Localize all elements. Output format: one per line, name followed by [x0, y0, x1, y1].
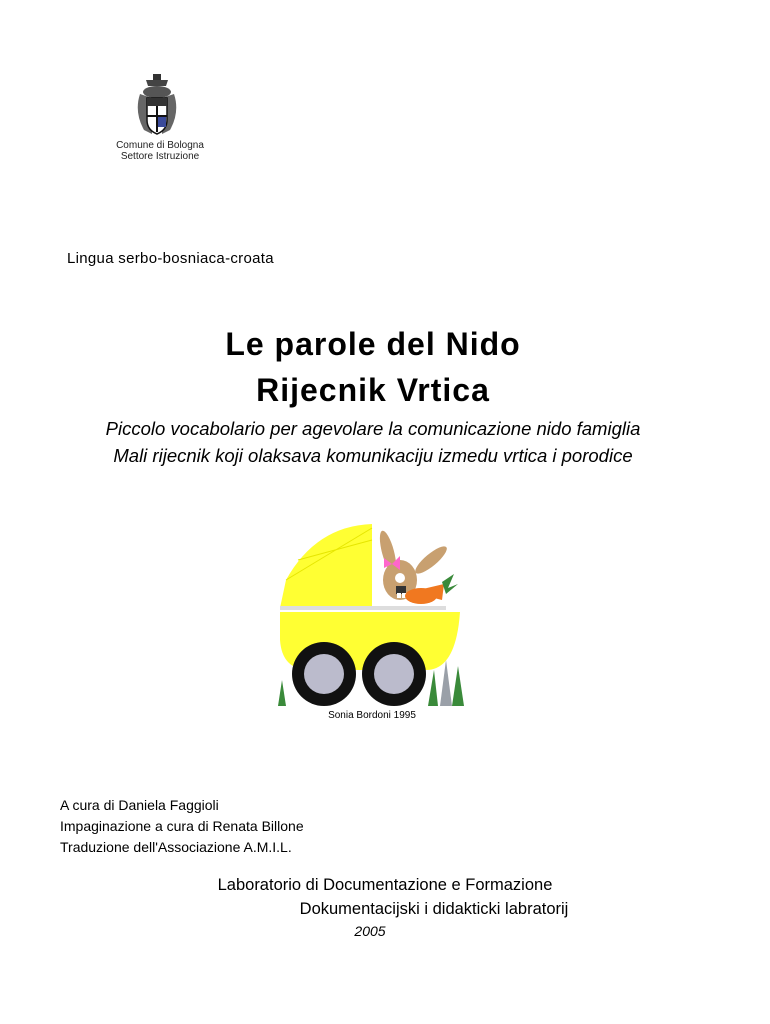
subtitle-serbian: Mali rijecnik koji olaksava komunikaciju izmedu vrtica i porodice [113, 445, 633, 466]
credit-line: Impaginazione a cura di Renata Billone [60, 818, 304, 834]
credits-block [60, 795, 304, 858]
logo-caption [90, 140, 230, 162]
laboratory-serbian: Dokumentacijski i didakticki labratorij [299, 900, 569, 918]
laboratory-serbian-wrapper [0, 900, 694, 919]
logo-line-1: Comune di Bologna [116, 140, 204, 151]
credit-line: A cura di Daniela Faggioli [60, 797, 219, 813]
subtitle-italian: Piccolo vocabolario per agevolare la comunicazione nido famiglia [105, 418, 641, 439]
credit-line: Traduzione dell'Associazione A.M.I.L. [60, 839, 292, 855]
title-italian: Le parole del Nido [225, 326, 521, 362]
laboratory-italian: Laboratorio di Documentazione e Formazione [217, 876, 553, 894]
coat-of-arms-icon [132, 72, 182, 138]
title-serbian: Rijecnik Vrtica [256, 372, 490, 408]
illustration-credit: Sonia Bordoni 1995 [328, 710, 416, 721]
baby-stroller-bunny-icon [276, 520, 468, 706]
logo-line-2: Settore Istruzione [120, 151, 200, 162]
language-label: Lingua serbo-bosniaca-croata [67, 250, 274, 267]
publication-year: 2005 [354, 923, 386, 939]
